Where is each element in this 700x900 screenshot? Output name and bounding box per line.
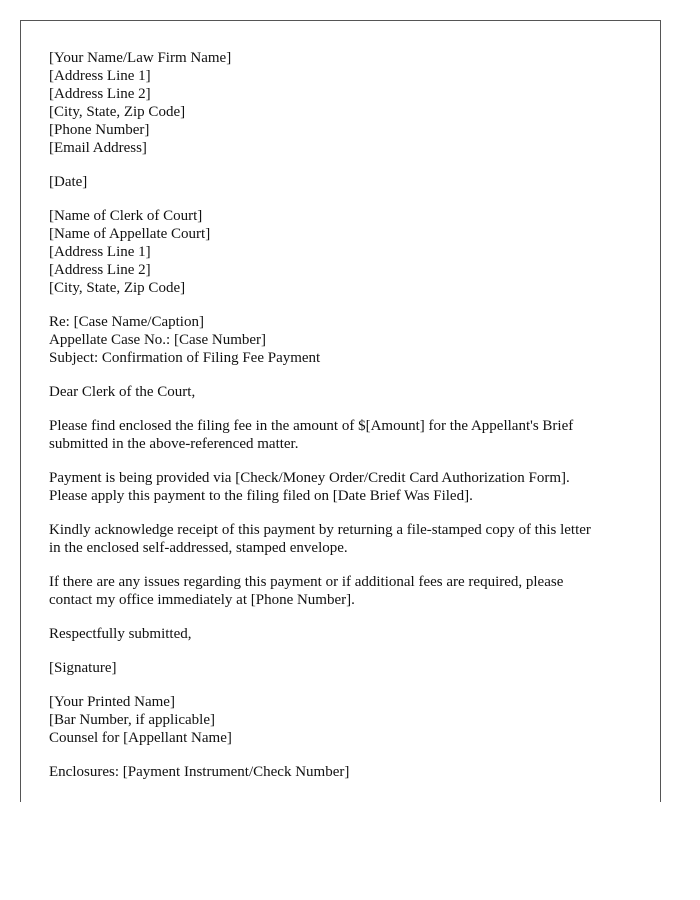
recipient-court: [Name of Appellate Court] bbox=[49, 226, 211, 242]
closing-block bbox=[49, 625, 639, 643]
signature: [Signature] bbox=[49, 660, 117, 676]
reference-subject: Subject: Confirmation of Filing Fee Payment bbox=[49, 350, 321, 366]
sender-block bbox=[49, 49, 639, 157]
sender-city-state-zip: [City, State, Zip Code] bbox=[49, 104, 186, 120]
body-paragraph-4 bbox=[49, 573, 639, 609]
sender-name: [Your Name/Law Firm Name] bbox=[49, 50, 232, 66]
recipient-address-line-1: [Address Line 1] bbox=[49, 244, 151, 260]
reference-case-number: Appellate Case No.: [Case Number] bbox=[49, 332, 267, 348]
body-paragraph-3 bbox=[49, 521, 639, 557]
signer-name: [Your Printed Name] bbox=[49, 694, 175, 710]
sender-address-line-2: [Address Line 2] bbox=[49, 86, 151, 102]
salutation-block bbox=[49, 383, 639, 401]
body-p1-line-1: Please find enclosed the filing fee in the amount of $[Amount] for the Appellant's Brief bbox=[49, 418, 574, 434]
signer-block bbox=[49, 693, 639, 747]
body-paragraph-1 bbox=[49, 417, 639, 453]
sender-email: [Email Address] bbox=[49, 140, 147, 156]
sender-phone: [Phone Number] bbox=[49, 122, 150, 138]
reference-block bbox=[49, 313, 639, 367]
recipient-clerk: [Name of Clerk of Court] bbox=[49, 208, 203, 224]
recipient-block bbox=[49, 207, 639, 297]
signature-block bbox=[49, 659, 639, 677]
closing: Respectfully submitted, bbox=[49, 626, 192, 642]
body-paragraph-2 bbox=[49, 469, 639, 505]
letter-date: [Date] bbox=[49, 174, 88, 190]
signer-role: Counsel for [Appellant Name] bbox=[49, 730, 232, 746]
letter-content bbox=[49, 49, 639, 797]
date-block bbox=[49, 173, 639, 191]
reference-re: Re: [Case Name/Caption] bbox=[49, 314, 204, 330]
body-p1-line-2: submitted in the above-referenced matter. bbox=[49, 436, 299, 452]
recipient-address-line-2: [Address Line 2] bbox=[49, 262, 151, 278]
enclosures-block bbox=[49, 763, 639, 781]
body-p4-line-2: contact my office immediately at [Phone Number]. bbox=[49, 592, 355, 608]
salutation: Dear Clerk of the Court, bbox=[49, 384, 196, 400]
body-p3-line-2: in the enclosed self-addressed, stamped envelope. bbox=[49, 540, 348, 556]
recipient-city-state-zip: [City, State, Zip Code] bbox=[49, 280, 186, 296]
sender-address-line-1: [Address Line 1] bbox=[49, 68, 151, 84]
body-p4-line-1: If there are any issues regarding this payment or if additional fees are required, please bbox=[49, 574, 564, 590]
body-p2-line-2: Please apply this payment to the filing filed on [Date Brief Was Filed]. bbox=[49, 488, 473, 504]
body-p2-line-1: Payment is being provided via [Check/Money Order/Credit Card Authorization Form]. bbox=[49, 470, 570, 486]
enclosures: Enclosures: [Payment Instrument/Check Number] bbox=[49, 764, 350, 780]
letter-page bbox=[20, 20, 661, 802]
body-p3-line-1: Kindly acknowledge receipt of this payment by returning a file-stamped copy of this letter bbox=[49, 522, 591, 538]
signer-bar-number: [Bar Number, if applicable] bbox=[49, 712, 215, 728]
